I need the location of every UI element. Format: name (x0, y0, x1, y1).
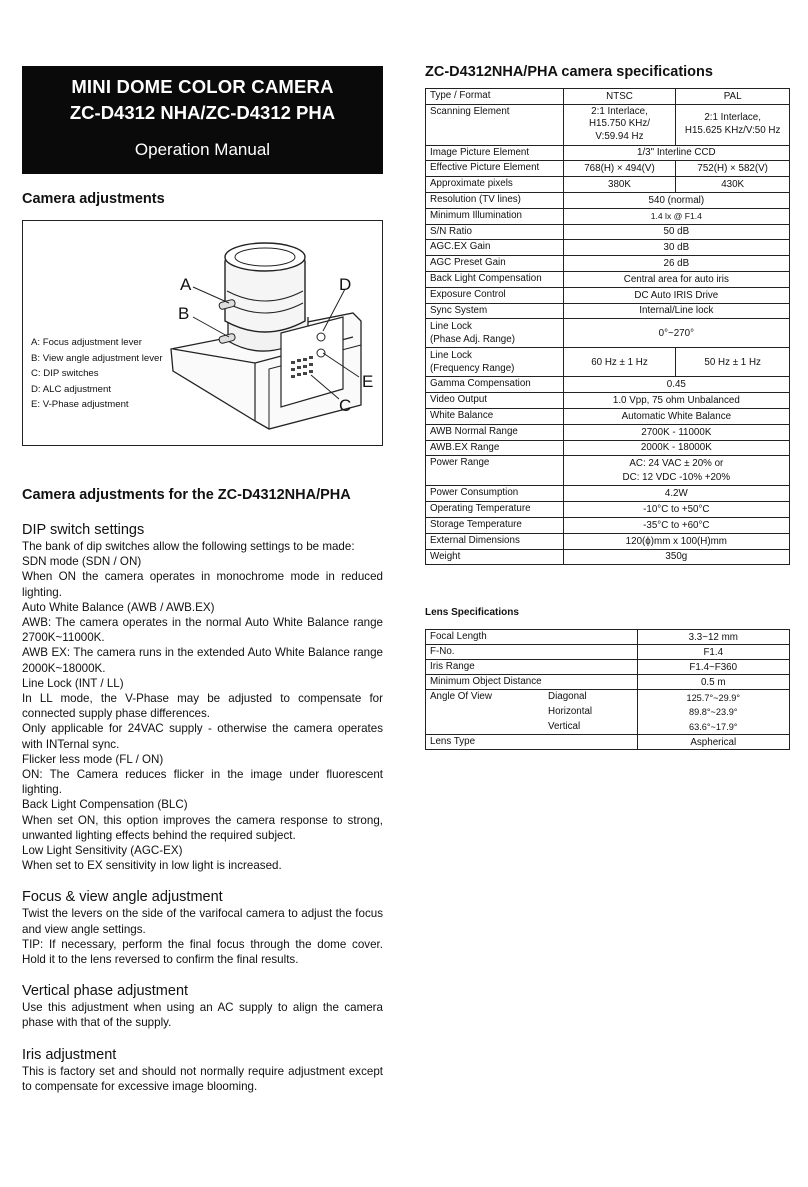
legend-item: B: View angle adjustment lever (31, 352, 163, 364)
legend-item: E: V-Phase adjustment (31, 399, 129, 411)
spec-label: Scanning Element (426, 104, 564, 145)
text-line: AWB: The camera operates in the normal Auto White Balance range 2700K~11000K. (22, 616, 383, 645)
spec-ntsc-value: 380K (563, 177, 676, 193)
dip-switch-text (22, 539, 383, 873)
text-line: TIP: If necessary, perform the final focus through the dome cover. Hold it to the lens reversed to confirm the final results. (22, 937, 383, 967)
label-d: D (339, 275, 352, 294)
table-row (426, 177, 790, 193)
text-line: AWB EX: The camera runs in the extended Auto White Balance range 2000K~18000K. (22, 646, 383, 675)
right-column (425, 63, 790, 750)
text-line: Line Lock (INT / LL) (22, 676, 124, 690)
text-line: The bank of dip switches allow the following settings to be made: (22, 540, 355, 553)
text-line: In LL mode, the V-Phase may be adjusted to compensate for connected supply phase differences. (22, 692, 383, 721)
spec-value: 120(ϕ)mm x 100(H)mm (563, 533, 789, 549)
spec-value: 1.0 Vpp, 75 ohm Unbalanced (563, 393, 789, 409)
spec-value (563, 456, 789, 486)
table-row (426, 735, 790, 750)
table-row (426, 192, 790, 208)
lens-label: Minimum Object Distance (426, 675, 638, 690)
lens-heading: Lens Specifications (425, 607, 519, 619)
table-row (426, 224, 790, 240)
table-row (426, 630, 790, 645)
spec-value: 26 dB (563, 256, 789, 272)
spec-value: Internal/Line lock (563, 303, 789, 319)
focus-heading: Focus & view angle adjustment (22, 889, 223, 906)
lens-table (425, 629, 790, 750)
spec-label: Operating Temperature (426, 502, 564, 518)
text-line: Only applicable for 24VAC supply - otherwise the camera operates with INTernal sync. (22, 722, 383, 751)
value-line: H15.750 KHz/ (588, 118, 650, 130)
lens-label (426, 690, 638, 705)
lens-value: F1.4~F360 (637, 660, 790, 675)
angle-sub-label: Vertical (548, 720, 581, 732)
spec-value: Central area for auto iris (563, 271, 789, 287)
legend-item: A: Focus adjustment lever (31, 337, 142, 348)
text-line: Twist the levers on the side of the varifocal camera to adjust the focus and view angle settings. (22, 907, 383, 936)
table-row (426, 440, 790, 456)
spec-label: Minimum Illumination (426, 208, 564, 224)
table-row (426, 271, 790, 287)
value-line: V:59.94 Hz (595, 130, 644, 142)
lens-value: Aspherical (637, 735, 790, 750)
lens-label: Iris Range (426, 660, 638, 675)
table-row (426, 517, 790, 533)
spec-value: Automatic White Balance (563, 408, 789, 424)
spec-label: Weight (426, 549, 564, 565)
adjustments-for-heading: Camera adjustments for the ZC-D4312NHA/PHA (22, 487, 351, 503)
spec-label: Image Picture Element (426, 145, 564, 161)
text-line: This is factory set and should not normally require adjustment except to compensate for excessive image blooming. (22, 1064, 383, 1093)
value-line: AC: 24 VAC ± 20% or (629, 458, 724, 470)
vphase-text (22, 1000, 383, 1030)
spec-label: S/N Ratio (426, 224, 564, 240)
spec-value: 2700K - 11000K (563, 424, 789, 440)
spec-label: Storage Temperature (426, 517, 564, 533)
table-row (426, 645, 790, 660)
spec-label: Video Output (426, 393, 564, 409)
spec-label: AGC Preset Gain (426, 256, 564, 272)
table-row (426, 208, 790, 224)
camera-diagram (22, 220, 383, 446)
spec-label: AGC.EX Gain (426, 240, 564, 256)
value-line: H15.625 KHz/V:50 Hz (684, 124, 781, 136)
table-row (426, 161, 790, 177)
text-line: When set ON, this option improves the camera response to strong, unwanted lighting effects behind the required subject. (22, 813, 383, 842)
spec-value: 540 (normal) (563, 192, 789, 208)
spec-label: Power Range (426, 456, 564, 486)
value-line: DC: 12 VDC -10% +20% (622, 471, 731, 483)
spec-label: Resolution (TV lines) (426, 192, 564, 208)
table-row (426, 486, 790, 502)
lens-value: 89.8°~23.9° (637, 705, 790, 720)
spec-value: 350g (563, 549, 789, 565)
specs-heading: ZC-D4312NHA/PHA camera specifications (425, 64, 713, 80)
iris-text (22, 1064, 383, 1094)
spec-pal-header: PAL (676, 89, 790, 105)
lens-value: F1.4 (637, 645, 790, 660)
table-row (426, 256, 790, 272)
dip-switch-heading: DIP switch settings (22, 522, 145, 538)
table-row (426, 287, 790, 303)
spec-value: 2000K - 18000K (563, 440, 789, 456)
spec-label: Exposure Control (426, 287, 564, 303)
spec-ntsc-value: 768(H) × 494(V) (563, 161, 676, 177)
spec-label: External Dimensions (426, 533, 564, 549)
text-line: SDN mode (SDN / ON) (22, 555, 142, 569)
label-a: A (180, 275, 192, 294)
spec-label: AWB.EX Range (426, 440, 564, 456)
angle-sub-label: Horizontal (548, 705, 593, 717)
text-line: When set to EX sensitivity in low light is increased. (22, 859, 282, 873)
angle-sub-label: Diagonal (548, 691, 587, 703)
text-line: Use this adjustment when using an AC supply to align the camera phase with that of the supply. (22, 1001, 383, 1030)
spec-value: 0°~270° (563, 319, 789, 348)
table-row (426, 690, 790, 705)
spec-label: Gamma Compensation (426, 377, 564, 393)
lens-value: 3.3~12 mm (637, 630, 790, 645)
manual-subtitle: Operation Manual (134, 140, 271, 159)
iris-heading: Iris adjustment (22, 1046, 117, 1063)
spec-pal-value: 50 Hz ± 1 Hz (676, 348, 790, 377)
spec-label: Type / Format (426, 89, 564, 105)
lens-label (426, 720, 638, 735)
text-line: Low Light Sensitivity (AGC-EX) (22, 844, 183, 858)
vphase-heading: Vertical phase adjustment (22, 983, 189, 1000)
legend-item: C: DIP switches (31, 368, 99, 380)
label-line: (Frequency Range) (430, 363, 515, 375)
spec-pal-value: 430K (676, 177, 790, 193)
table-row (426, 456, 790, 486)
spec-value: 30 dB (563, 240, 789, 256)
text-line: Auto White Balance (AWB / AWB.EX) (22, 600, 215, 614)
spec-value: DC Auto IRIS Drive (563, 287, 789, 303)
title-line-2: ZC-D4312 NHA/ZC-D4312 PHA (69, 102, 336, 123)
table-row (426, 660, 790, 675)
table-row (426, 319, 790, 348)
spec-value: 0.45 (563, 377, 789, 393)
lens-label: Lens Type (426, 735, 638, 750)
spec-label: White Balance (426, 408, 564, 424)
spec-label: Power Consumption (426, 486, 564, 502)
text-line: Back Light Compensation (BLC) (22, 798, 188, 812)
spec-label (426, 319, 564, 348)
text-line: ON: The Camera reduces flicker in the image under fluorescent lighting. (22, 768, 383, 797)
camera-adjustments-heading: Camera adjustments (22, 191, 165, 207)
table-row (426, 424, 790, 440)
spec-ntsc-value (563, 104, 676, 145)
angle-label: Angle Of View (430, 691, 492, 703)
text-line: Flicker less mode (FL / ON) (22, 752, 164, 766)
spec-value: 4.2W (563, 486, 789, 502)
value-line: 2:1 Interlace, (591, 105, 648, 117)
table-row (426, 104, 790, 145)
table-row (426, 240, 790, 256)
spec-pal-value (676, 104, 790, 145)
spec-label: Effective Picture Element (426, 161, 564, 177)
label-line: Line Lock (430, 350, 472, 362)
figure-legend (31, 335, 163, 413)
spec-ntsc-value: 60 Hz ± 1 Hz (563, 348, 676, 377)
table-row (426, 89, 790, 105)
title-line-1: MINI DOME COLOR CAMERA (71, 76, 334, 97)
spec-label (426, 348, 564, 377)
label-c: C (339, 396, 352, 415)
table-row (426, 720, 790, 735)
text-line: When ON the camera operates in monochrome mode in reduced lighting. (22, 570, 383, 599)
lens-label (426, 705, 638, 720)
table-row (426, 377, 790, 393)
spec-value: -35°C to +60°C (563, 517, 789, 533)
title-banner (22, 66, 383, 174)
spec-value: 1.4 lx @ F1.4 (563, 208, 789, 224)
table-row (426, 408, 790, 424)
label-line: Line Lock (430, 321, 472, 333)
label-line: (Phase Adj. Range) (430, 334, 515, 346)
spec-value: -10°C to +50°C (563, 502, 789, 518)
spec-label: Sync System (426, 303, 564, 319)
label-e: E (362, 372, 374, 391)
spec-label: Back Light Compensation (426, 271, 564, 287)
lens-value: 0.5 m (637, 675, 790, 690)
value-line: 2:1 Interlace, (704, 112, 761, 124)
spec-ntsc-header: NTSC (563, 89, 676, 105)
legend-item: D: ALC adjustment (31, 383, 111, 395)
table-row (426, 675, 790, 690)
label-b: B (178, 304, 190, 323)
table-row (426, 348, 790, 377)
left-column (22, 66, 383, 1094)
spec-pal-value: 752(H) × 582(V) (676, 161, 790, 177)
table-row (426, 393, 790, 409)
table-row (426, 303, 790, 319)
spec-label: AWB Normal Range (426, 424, 564, 440)
table-row (426, 533, 790, 549)
lens-label: F-No. (426, 645, 638, 660)
spec-value: 1/3" Interline CCD (563, 145, 789, 161)
focus-text (22, 906, 383, 967)
table-row (426, 549, 790, 565)
lens-label: Focal Length (426, 630, 638, 645)
specs-table (425, 88, 790, 565)
table-row (426, 705, 790, 720)
table-row (426, 502, 790, 518)
table-row (426, 145, 790, 161)
spec-value: 50 dB (563, 224, 789, 240)
spec-label: Approximate pixels (426, 177, 564, 193)
lens-value: 63.6°~17.9° (637, 720, 790, 735)
lens-value: 125.7°~29.9° (637, 690, 790, 705)
